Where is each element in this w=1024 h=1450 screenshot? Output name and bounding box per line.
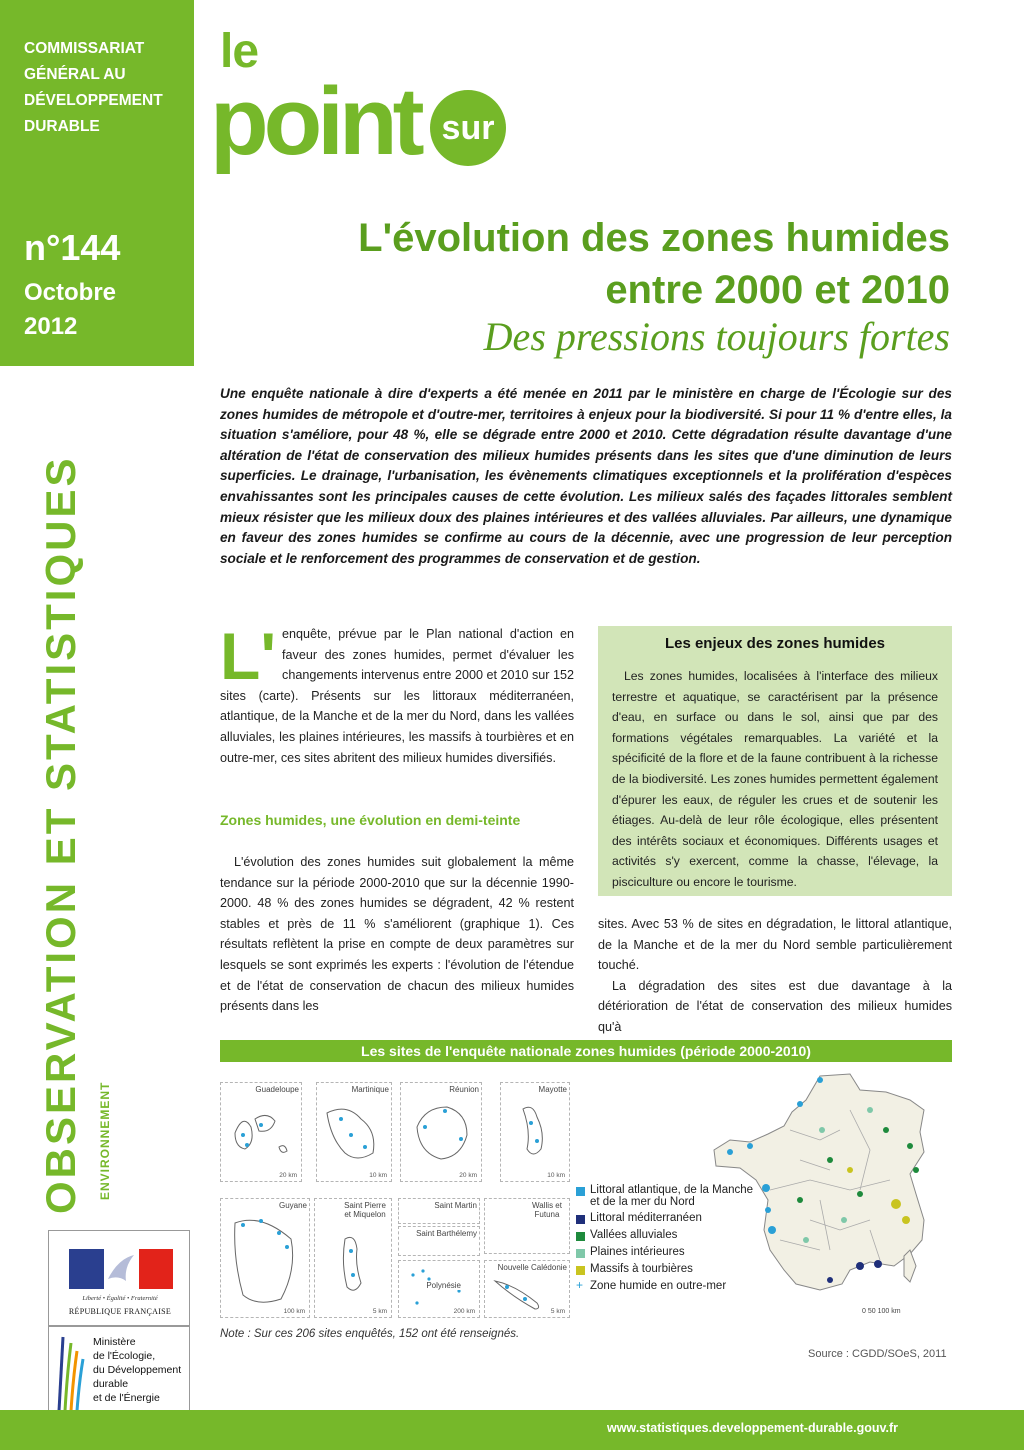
inset-label: Nouvelle Calédonie — [497, 1263, 567, 1272]
footer-url[interactable]: www.statistiques.developpement-durable.gouv.fr — [606, 1421, 898, 1435]
right-paragraph: sites. Avec 53 % de sites en dégradation, le littoral atlantique, de la Manche et de la mer du Nord semble particulièrement touché. — [598, 917, 952, 973]
issue-number: n°144 — [24, 227, 121, 268]
publisher-line: DURABLE — [24, 118, 100, 135]
ministry-name — [93, 1335, 181, 1405]
dropcap: L' — [220, 619, 277, 693]
logo-sur: sur — [430, 90, 506, 166]
section-heading: Zones humides, une évolution en demi-teinte — [220, 812, 521, 828]
intro-paragraph — [220, 619, 574, 768]
inset-martinique — [316, 1082, 392, 1182]
publisher-line: GÉNÉRAL AU — [24, 66, 126, 83]
republique-name: RÉPUBLIQUE FRANÇAISE — [68, 1307, 172, 1316]
inset-scale: 10 km — [547, 1172, 565, 1179]
inset-label: Guyane — [278, 1201, 307, 1210]
plus-icon: + — [576, 1278, 584, 1292]
map-source: Source : CGDD/SOeS, 2011 — [808, 1348, 947, 1360]
info-box — [598, 626, 952, 896]
france-scale: 0 50 100 km — [862, 1308, 901, 1315]
inset-label: Saint Martin — [434, 1201, 477, 1210]
inset-label: Mayotte — [538, 1085, 567, 1094]
inset-label: Martinique — [351, 1085, 389, 1094]
inset-saint-martin — [398, 1198, 480, 1224]
inset-scale: 20 km — [459, 1172, 477, 1179]
issue-month: Octobre — [24, 279, 117, 306]
page-subtitle: Des pressions toujours fortes — [483, 314, 950, 359]
info-box-text: Les zones humides, localisées à l'interface des milieux terrestre et aquatique, se caractérisent par la présence d'eau, en surface ou dans le sol, ainsi que par des formations végétales remarquables. La variété et la spécificité de la flore et de la faune contribuent à la richesse de la biodiversité. Les zones humides permettent également d'épurer les eaux, de réguler les crues et de soutenir les étiages. Au-delà de leur rôle écologique, elles présentent des intérêts sociaux et économiques. Différents usages et activités s'y exercent, comme la chasse, l'élevage, la pisciculture ou encore le tourisme. — [612, 669, 938, 889]
inset-guyane — [220, 1198, 310, 1318]
inset-label: Wallis et Futuna — [527, 1201, 567, 1219]
legend-swatch — [576, 1187, 585, 1196]
series-subtitle: ENVIRONNEMENT — [98, 1081, 112, 1200]
title-line: entre 2000 et 2010 — [605, 268, 950, 312]
ministry-line: de l'Écologie, — [93, 1350, 156, 1362]
flag-icon — [69, 1249, 173, 1289]
map-title: Les sites de l'enquête nationale zones humides (période 2000-2010) — [220, 1040, 952, 1062]
inset-scale: 200 km — [453, 1308, 475, 1315]
inset-polynesie — [398, 1260, 480, 1318]
legend-label: Plaines intérieures — [590, 1246, 685, 1258]
logo-le: le — [220, 25, 259, 78]
legend-swatch — [576, 1215, 585, 1224]
legend-label: Vallées alluviales — [590, 1229, 678, 1241]
ministry-line: Ministère — [93, 1336, 136, 1348]
legend-label: Littoral méditerranéen — [590, 1212, 702, 1224]
inset-scale: 5 km — [550, 1308, 565, 1315]
inset-guadeloupe — [220, 1082, 302, 1182]
legend-label: Massifs à tourbières — [590, 1263, 693, 1275]
inset-wallis — [484, 1198, 570, 1254]
inset-nouvelle-caledonie — [484, 1260, 570, 1318]
inset-label: Saint Barthélemy — [416, 1229, 477, 1238]
series-title: OBSERVATION ET STATISTIQUES — [37, 455, 84, 1214]
inset-mayotte — [500, 1082, 570, 1182]
map-note: Note : Sur ces 206 sites enquêtés, 152 ont été renseignés. — [220, 1328, 520, 1340]
publisher-line: DÉVELOPPEMENT — [24, 92, 163, 109]
section-paragraph: L'évolution des zones humides suit globalement la même tendance sur la période 2000-2010 que sur la décennie 1990-2000. 48 % des zones humides se dégradent, 42 % restent stables et près de 11 % s'améliorent (graphique 1). Ces résultats reflètent la prise en compte de deux paramètres sur lesquels se sont exprimés les experts : l'évolution de l'étendue et de l'état de conservation de chacun des milieux humides présents dans les — [220, 855, 574, 1014]
inset-label: Polynésie — [426, 1281, 461, 1290]
inset-scale: 5 km — [372, 1308, 387, 1315]
legend-label: Littoral atlantique, de la Manche et de la mer du Nord — [590, 1184, 754, 1208]
legend-swatch — [576, 1232, 585, 1241]
inset-scale: 100 km — [283, 1308, 305, 1315]
issue-year: 2012 — [24, 313, 78, 340]
abstract: Une enquête nationale à dire d'experts a été menée en 2011 par le ministère en charge de l'Écologie sur des zones humides de métropole et d'outre-mer, territoires à enjeux pour la biodiversité. Si pour 11 % d'entre elles, la situation s'améliore, pour 48 %, elle se dégrade entre 2000 et 2010. Cette dégradation résulte davantage d'une altération de l'état de conservation des milieux humides présents dans les sites que d'une diminution de leurs superficies. Le drainage, l'urbanisation, les évènements climatiques exceptionnels et la prolifération d'espèces envahissantes sont les principales causes de cette évolution. Les milieux salés des façades littorales semblent mieux résister que les milieux doux des plaines intérieures et des vallées alluviales. Par ailleurs, une dynamique en faveur des zones humides se confirme au cours de la décennie, avec une progression de leur perception sociale et le renforcement des programmes de conservation et de gestion. — [220, 386, 952, 566]
ministry-lines-icon — [55, 1331, 87, 1413]
inset-scale: 20 km — [279, 1172, 297, 1179]
ministry-line: durable — [93, 1378, 129, 1390]
intro-text: enquête, prévue par le Plan national d'action en faveur des zones humides, permet d'évaluer les changements intervenus entre 2000 et 2010 sur 152 sites (carte). Présents sur les littoraux méditerranéen, atlantique, de la Manche et de la mer du Nord, dans les vallées alluviales, les plaines intérieures, les massifs à tourbières et en outre-mer, ces sites abritent des milieux humides diversifiés. — [220, 627, 574, 765]
republique-motto: Liberté • Égalité • Fraternité — [82, 1295, 158, 1302]
inset-scale: 10 km — [369, 1172, 387, 1179]
inset-saint-pierre — [314, 1198, 392, 1318]
inset-label: Réunion — [449, 1085, 479, 1094]
ministry-line: du Développement — [93, 1364, 182, 1376]
republique-logo — [48, 1230, 190, 1326]
page-title — [230, 212, 950, 316]
ministry-logo — [48, 1326, 190, 1416]
legend-label: Zone humide en outre-mer — [590, 1280, 727, 1292]
footer — [0, 1410, 1024, 1450]
inset-reunion — [400, 1082, 482, 1182]
info-box-title: Les enjeux des zones humides — [664, 635, 886, 652]
ministry-line: et de l'Énergie — [93, 1392, 160, 1404]
right-paragraph: La dégradation des sites est due davantage à la détérioration de l'état de conservation des milieux humides qu'à — [598, 978, 952, 1034]
france-map — [710, 1070, 960, 1320]
logo-point: point — [210, 68, 420, 175]
inset-saint-barthelemy — [398, 1226, 480, 1256]
title-line: L'évolution des zones humides — [358, 216, 950, 260]
right-column — [598, 914, 952, 1038]
publisher-line: COMMISSARIAT — [24, 40, 145, 57]
legend-swatch — [576, 1266, 585, 1275]
inset-label: Saint Pierre et Miquelon — [341, 1201, 389, 1219]
legend-swatch — [576, 1249, 585, 1258]
publisher-name — [24, 36, 163, 140]
inset-label: Guadeloupe — [255, 1085, 299, 1094]
sidebar-header — [0, 0, 194, 366]
